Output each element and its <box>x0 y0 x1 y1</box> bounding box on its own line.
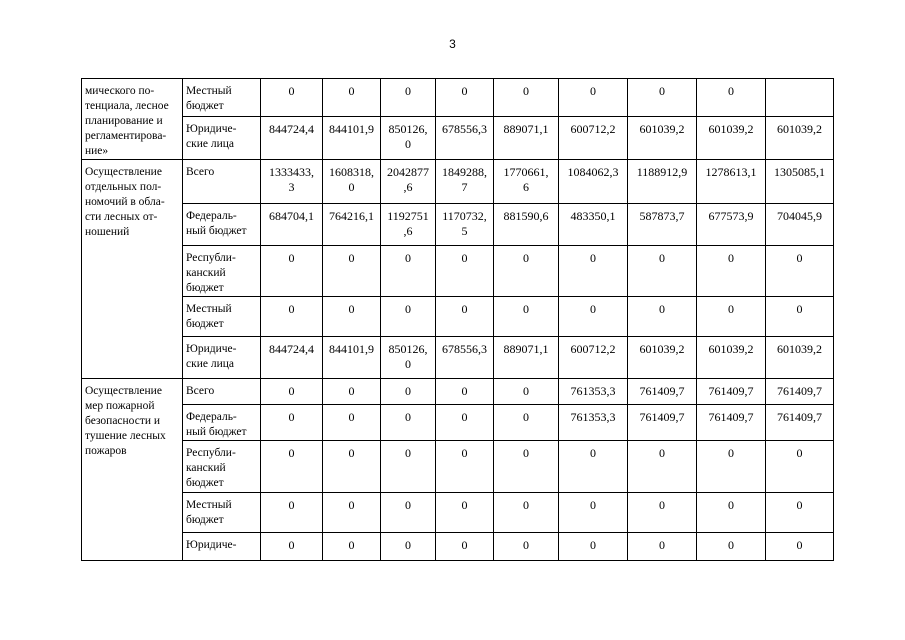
funding-source-cell: Федераль- ный бюджет <box>183 405 261 441</box>
value-cell: 0 <box>628 493 697 533</box>
value-cell: 0 <box>323 297 381 337</box>
activity-cell: Осуществление отдельных пол- номочий в обла- сти лесных от- ношений <box>82 160 183 379</box>
value-cell: 761409,7 <box>697 405 766 441</box>
value-cell: 0 <box>559 493 628 533</box>
value-cell: 483350,1 <box>559 204 628 246</box>
table-row <box>82 117 834 160</box>
value-cell: 761409,7 <box>628 379 697 405</box>
value-cell: 678556,3 <box>436 337 494 379</box>
value-cell: 0 <box>261 533 323 561</box>
value-cell: 0 <box>628 246 697 297</box>
value-cell: 0 <box>766 297 834 337</box>
value-cell: 1333433, 3 <box>261 160 323 204</box>
value-cell: 850126, 0 <box>381 117 436 160</box>
value-cell: 0 <box>559 533 628 561</box>
value-cell: 761409,7 <box>628 405 697 441</box>
funding-source-cell: Федераль- ный бюджет <box>183 204 261 246</box>
value-cell: 1608318, 0 <box>323 160 381 204</box>
funding-source-cell: Республи- канский бюджет <box>183 246 261 297</box>
value-cell: 0 <box>381 297 436 337</box>
value-cell: 0 <box>494 379 559 405</box>
value-cell: 1849288, 7 <box>436 160 494 204</box>
value-cell: 0 <box>436 405 494 441</box>
table-row <box>82 493 834 533</box>
value-cell <box>766 79 834 117</box>
value-cell: 601039,2 <box>766 337 834 379</box>
value-cell: 889071,1 <box>494 117 559 160</box>
activity-cell: Осуществление мер пожарной безопасности и тушение лесных пожаров <box>82 379 183 561</box>
table-row <box>82 533 834 561</box>
value-cell: 761409,7 <box>766 405 834 441</box>
value-cell: 0 <box>559 79 628 117</box>
value-cell: 0 <box>261 379 323 405</box>
value-cell: 764216,1 <box>323 204 381 246</box>
value-cell: 0 <box>436 246 494 297</box>
value-cell: 0 <box>261 441 323 493</box>
value-cell: 0 <box>381 441 436 493</box>
value-cell: 761353,3 <box>559 379 628 405</box>
value-cell: 0 <box>323 246 381 297</box>
value-cell: 0 <box>494 79 559 117</box>
value-cell: 1084062,3 <box>559 160 628 204</box>
value-cell: 0 <box>261 405 323 441</box>
value-cell: 684704,1 <box>261 204 323 246</box>
value-cell: 0 <box>381 246 436 297</box>
value-cell: 0 <box>436 79 494 117</box>
table-row <box>82 246 834 297</box>
value-cell: 0 <box>436 533 494 561</box>
value-cell: 0 <box>494 246 559 297</box>
value-cell: 601039,2 <box>697 117 766 160</box>
value-cell: 1305085,1 <box>766 160 834 204</box>
value-cell: 0 <box>494 493 559 533</box>
value-cell: 0 <box>323 441 381 493</box>
value-cell: 761409,7 <box>697 379 766 405</box>
value-cell: 0 <box>323 493 381 533</box>
funding-source-cell: Местный бюджет <box>183 79 261 117</box>
value-cell: 0 <box>436 441 494 493</box>
value-cell: 0 <box>628 533 697 561</box>
value-cell: 1770661, 6 <box>494 160 559 204</box>
funding-source-cell: Всего <box>183 379 261 405</box>
value-cell: 0 <box>323 405 381 441</box>
table-row <box>82 160 834 204</box>
value-cell: 678556,3 <box>436 117 494 160</box>
funding-source-cell: Юридиче- <box>183 533 261 561</box>
value-cell: 0 <box>436 493 494 533</box>
funding-source-cell: Местный бюджет <box>183 297 261 337</box>
value-cell: 677573,9 <box>697 204 766 246</box>
value-cell: 761409,7 <box>766 379 834 405</box>
value-cell: 0 <box>494 533 559 561</box>
budget-table <box>81 78 834 561</box>
value-cell: 601039,2 <box>766 117 834 160</box>
funding-source-cell: Всего <box>183 160 261 204</box>
value-cell: 0 <box>766 533 834 561</box>
table-row <box>82 405 834 441</box>
value-cell: 0 <box>323 533 381 561</box>
value-cell: 0 <box>559 441 628 493</box>
value-cell: 844101,9 <box>323 117 381 160</box>
value-cell: 587873,7 <box>628 204 697 246</box>
table-row <box>82 204 834 246</box>
value-cell: 0 <box>628 79 697 117</box>
value-cell: 844101,9 <box>323 337 381 379</box>
value-cell: 0 <box>697 533 766 561</box>
table-row <box>82 441 834 493</box>
value-cell: 0 <box>494 297 559 337</box>
value-cell: 600712,2 <box>559 337 628 379</box>
value-cell: 0 <box>261 297 323 337</box>
value-cell: 0 <box>697 493 766 533</box>
value-cell: 0 <box>697 441 766 493</box>
table-row <box>82 337 834 379</box>
value-cell: 850126, 0 <box>381 337 436 379</box>
value-cell: 601039,2 <box>628 117 697 160</box>
value-cell: 0 <box>494 405 559 441</box>
value-cell: 0 <box>323 379 381 405</box>
page-number: 3 <box>449 37 456 51</box>
value-cell: 1278613,1 <box>697 160 766 204</box>
funding-source-cell: Юридиче- ские лица <box>183 337 261 379</box>
value-cell: 0 <box>436 379 494 405</box>
value-cell: 0 <box>381 379 436 405</box>
funding-source-cell: Юридиче- ские лица <box>183 117 261 160</box>
value-cell: 704045,9 <box>766 204 834 246</box>
value-cell: 0 <box>697 246 766 297</box>
value-cell: 844724,4 <box>261 337 323 379</box>
value-cell: 761353,3 <box>559 405 628 441</box>
value-cell: 0 <box>261 246 323 297</box>
value-cell: 1170732, 5 <box>436 204 494 246</box>
value-cell: 0 <box>261 79 323 117</box>
table-body <box>82 79 834 561</box>
value-cell: 0 <box>559 297 628 337</box>
table-row <box>82 79 834 117</box>
value-cell: 0 <box>323 79 381 117</box>
value-cell: 0 <box>381 79 436 117</box>
value-cell: 0 <box>628 297 697 337</box>
funding-source-cell: Местный бюджет <box>183 493 261 533</box>
value-cell: 0 <box>766 441 834 493</box>
table-row <box>82 379 834 405</box>
value-cell: 0 <box>628 441 697 493</box>
value-cell: 0 <box>436 297 494 337</box>
value-cell: 0 <box>494 441 559 493</box>
value-cell: 1188912,9 <box>628 160 697 204</box>
value-cell: 0 <box>559 246 628 297</box>
value-cell: 0 <box>381 405 436 441</box>
value-cell: 0 <box>261 493 323 533</box>
value-cell: 601039,2 <box>697 337 766 379</box>
value-cell: 0 <box>697 297 766 337</box>
value-cell: 0 <box>697 79 766 117</box>
value-cell: 0 <box>766 493 834 533</box>
value-cell: 0 <box>381 533 436 561</box>
value-cell: 881590,6 <box>494 204 559 246</box>
table-row <box>82 297 834 337</box>
value-cell: 1192751 ,6 <box>381 204 436 246</box>
activity-cell: мического по- тенциала, лесное планирование и регламентирова- ние» <box>82 79 183 160</box>
value-cell: 844724,4 <box>261 117 323 160</box>
value-cell: 600712,2 <box>559 117 628 160</box>
value-cell: 889071,1 <box>494 337 559 379</box>
funding-source-cell: Республи- канский бюджет <box>183 441 261 493</box>
value-cell: 0 <box>381 493 436 533</box>
value-cell: 2042877 ,6 <box>381 160 436 204</box>
value-cell: 601039,2 <box>628 337 697 379</box>
value-cell: 0 <box>766 246 834 297</box>
